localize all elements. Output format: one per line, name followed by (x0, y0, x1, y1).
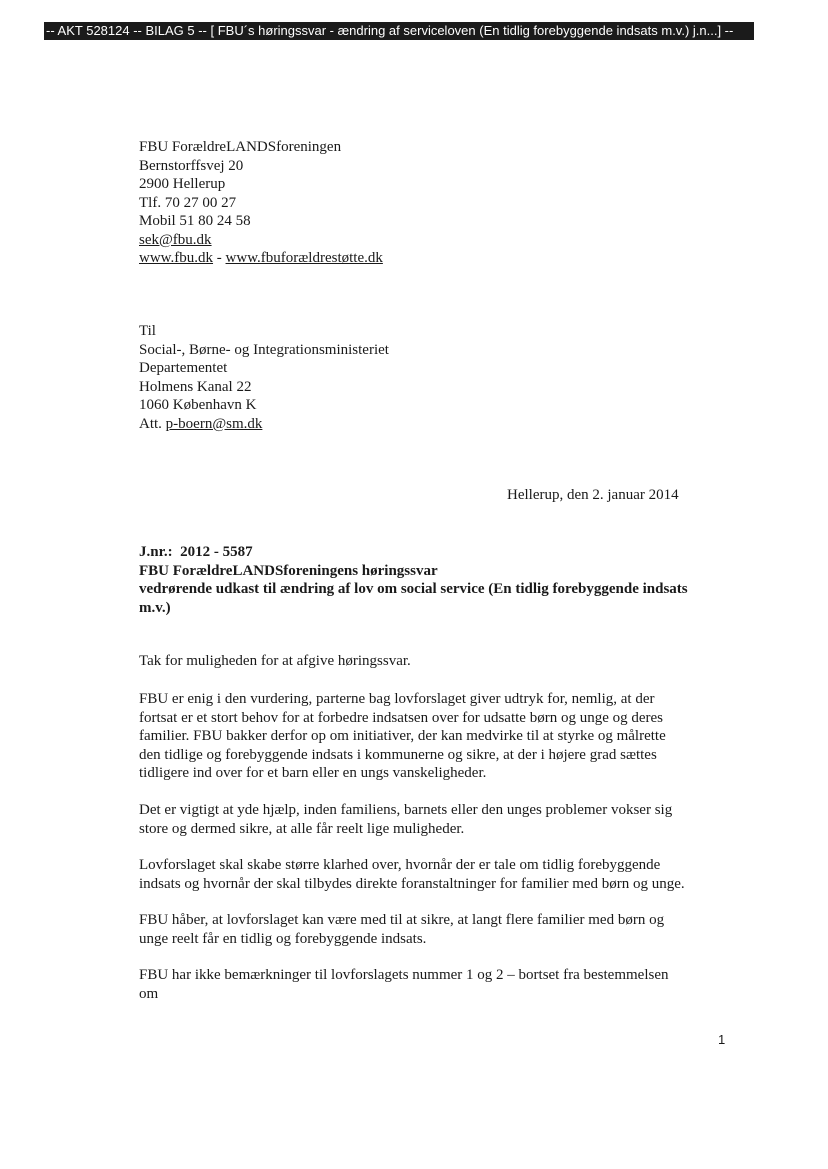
sender-support-website-link[interactable]: www.fbuforældrestøtte.dk (225, 250, 383, 266)
paragraph-line: Tak for muligheden for at afgive høringssvar. (139, 653, 411, 669)
paragraph-line: indsats og hvornår der skal tilbydes direkte foranstaltninger for familier med børn og unge. (139, 875, 685, 892)
subject-line-1: FBU ForældreLANDSforeningens høringssvar (139, 562, 438, 579)
paragraph-line: FBU har ikke bemærkninger til lovforslagets nummer 1 og 2 – bortset fra bestemmelsen (139, 967, 669, 983)
paragraph-line: om (139, 985, 159, 1002)
sender-org: FBU ForældreLANDSforeningen (139, 139, 342, 155)
paragraph-thanks (139, 652, 739, 671)
recipient-city: 1060 København K (139, 397, 257, 413)
recipient-street: Holmens Kanal 22 (139, 378, 252, 395)
paragraph-line: unge reelt får en tidlig og forebyggende indsats. (139, 930, 427, 947)
recipient-to-label: Til (139, 323, 156, 339)
paragraph-line: FBU håber, at lovforslaget kan være med til at sikre, at langt flere familier med børn og (139, 912, 665, 928)
recipient-department: Departementet (139, 360, 228, 376)
journal-number: J.nr.: 2012 - 5587 (139, 544, 253, 560)
paragraph-line: Det er vigtigt at yde hjælp, inden familiens, barnets eller den unges problemer vokser sig (139, 802, 673, 818)
paragraph-line: den tidlige og forebyggende indsats i kommunerne og sikre, at der i højere grad sættes (139, 746, 657, 763)
letter-subject (139, 543, 739, 617)
attention-email-link[interactable]: p-boern@sm.dk (165, 415, 263, 432)
paragraph-importance (139, 801, 739, 838)
sender-phone: Tlf. 70 27 00 27 (139, 194, 237, 211)
paragraph-line: Lovforslaget skal skabe større klarhed over, hvornår der er tale om tidlig forebyggende (139, 857, 661, 873)
sender-email-link[interactable]: sek@fbu.dk (139, 231, 212, 248)
sender-street: Bernstorffsvej 20 (139, 157, 244, 174)
paragraph-clarity (139, 856, 739, 893)
sender-city: 2900 Hellerup (139, 176, 226, 192)
paragraph-line: tidligere ind over for et barn eller en ungs vanskeligheder. (139, 765, 487, 782)
paragraph-line: fortsat er et stort behov for at forbedre indsatsen over for udsatte børn og unge og deres (139, 709, 663, 726)
sender-address (139, 138, 383, 268)
paragraph-line: familier. FBU bakker derfor op om initiativer, der kan medvirke til at styrke og målrette (139, 728, 666, 745)
paragraph-line: store og dermed sikre, at alle får reelt lige muligheder. (139, 820, 465, 837)
website-separator: - (213, 250, 226, 266)
recipient-ministry: Social-, Børne- og Integrationsministeriet (139, 341, 389, 358)
sender-website-link[interactable]: www.fbu.dk (139, 250, 214, 266)
paragraph-remarks (139, 966, 739, 1003)
paragraph-line: FBU er enig i den vurdering, parterne bag lovforslaget giver udtryk for, nemlig, at der (139, 691, 655, 707)
letter-date: Hellerup, den 2. januar 2014 (507, 487, 679, 503)
sender-mobile: Mobil 51 80 24 58 (139, 213, 251, 229)
paragraph-agreement (139, 690, 739, 783)
recipient-address (139, 322, 389, 433)
attention-label: Att. (139, 415, 166, 432)
page-number: 1 (718, 1032, 726, 1047)
document-header-bar: -- AKT 528124 -- BILAG 5 -- [ FBU´s høringssvar - ændring af serviceloven (En tidlig forebyggende indsats m.v.) j.n...] -- (44, 22, 754, 40)
paragraph-hope (139, 911, 739, 948)
subject-line-3: m.v.) (139, 599, 171, 616)
subject-line-2: vedrørende udkast til ændring af lov om social service (En tidlig forebyggende indsats (139, 581, 688, 597)
